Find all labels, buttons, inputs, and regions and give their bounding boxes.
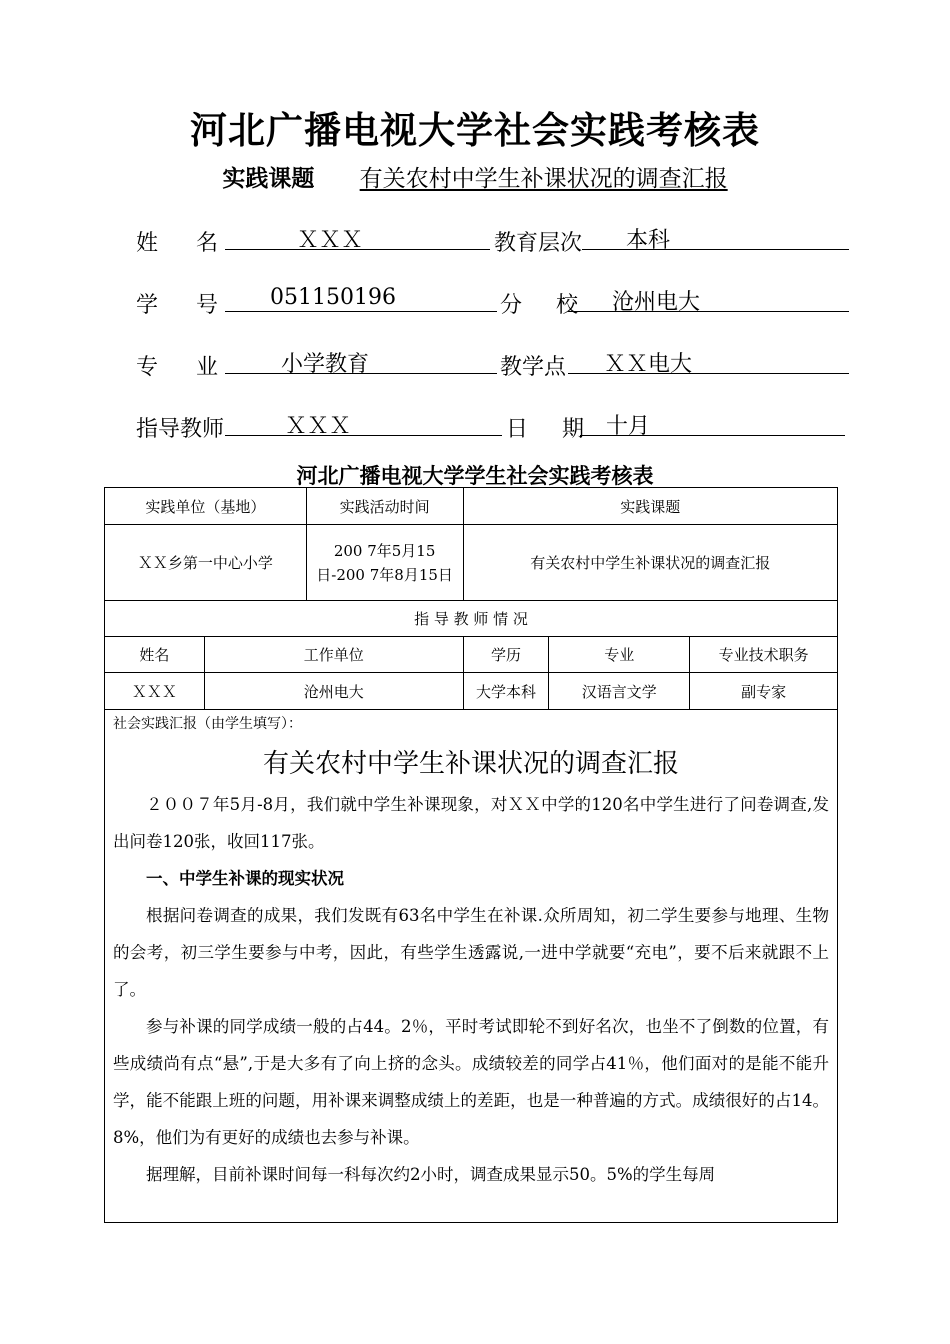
- branch-value: 沧州电大: [612, 290, 701, 315]
- level-value: 本科: [626, 228, 671, 253]
- header-topic: 实践课题: [463, 488, 837, 525]
- major-field: [225, 347, 497, 377]
- advisor-workplace: 沧州电大: [204, 673, 463, 710]
- teaching-point-field: [568, 347, 849, 377]
- advisor-value: ＸＸＸ: [285, 414, 352, 439]
- advisor-major: 汉语言文学: [549, 673, 690, 710]
- table-header-row: [105, 488, 838, 525]
- report-paragraph-3: 参与补课的同学成绩一般的占44。2％，平时考试即轮不到好名次，也坐不了倒数的位置，有些成绩尚有点“悬”,于是大多有了向上挤的念头。成绩较差的同学占41％，他们面对的是能不能升学，能不能跟上班的问题，用补课来调整成绩上的差距，也是一种普遍的方式。成绩很好的占14。8%，他们为有更好的成绩也去参与补课。: [113, 1017, 829, 1147]
- advisor-header-name: 姓名: [105, 637, 205, 673]
- topic-row: [0, 160, 950, 193]
- date-field: [580, 409, 845, 439]
- advisor-header-title: 专业技术职务: [690, 637, 838, 673]
- form-subtitle: 河北广播电视大学学生社会实践考核表: [296, 464, 654, 488]
- advisor-name: ＸＸＸ: [105, 673, 205, 710]
- report-section: [104, 709, 838, 1223]
- advisor-data-row: [105, 673, 838, 710]
- advisor-section-title: 指 导 教 师 情 况: [105, 601, 838, 637]
- advisor-field: [225, 409, 502, 439]
- advisor-section-row: [105, 601, 838, 637]
- report-paragraph-2: 根据问卷调查的成果，我们发既有63名中学生在补课.众所周知，初二学生要参与地理、生物的会考，初三学生要参与中考，因此，有些学生透露说,一进中学就要“充电”，要不后来就跟不上了。: [113, 906, 829, 999]
- report-paragraph-1: ２００７年5月-8月，我们就中学生补课现象，对ＸＸ中学的120名中学生进行了问卷调查,发出问卷120张，收回117张。: [113, 795, 829, 851]
- cell-unit: ＸＸ乡第一中心小学: [105, 525, 307, 601]
- advisor-header-row: [105, 637, 838, 673]
- date-value: 十月: [606, 414, 651, 439]
- advisor-header-major: 专业: [549, 637, 690, 673]
- header-time: 实践活动时间: [306, 488, 463, 525]
- advisor-title: 副专家: [690, 673, 838, 710]
- topic-label: 实践课题: [222, 166, 315, 192]
- report-label: 社会实践汇报（由学生填写）：: [113, 716, 302, 732]
- advisor-header-workplace: 工作单位: [204, 637, 463, 673]
- header-unit: 实践单位（基地）: [105, 488, 307, 525]
- teaching-point-label: 教学点: [500, 355, 567, 380]
- cell-topic: 有关农村中学生补课状况的调查汇报: [463, 525, 837, 601]
- name-label: 姓 名: [136, 231, 227, 256]
- report-paragraph-4: 据理解，目前补课时间每一科每次约2小时，调查成果显示50。5%的学生每周: [146, 1165, 716, 1184]
- report-title: 有关农村中学生补课状况的调查汇报: [262, 749, 679, 779]
- practice-table: [104, 487, 838, 710]
- student-id-field: [225, 285, 497, 312]
- level-field: [582, 223, 849, 253]
- advisor-header-education: 学历: [463, 637, 549, 673]
- cell-time: 200 7年5月15日-200 7年8月15日: [306, 525, 463, 601]
- level-label: 教育层次: [494, 231, 583, 256]
- report-section-heading-1: 一、中学生补课的现实状况: [146, 869, 344, 888]
- branch-field: [568, 285, 849, 315]
- name-field: [225, 223, 490, 253]
- name-value: ＸＸＸ: [297, 228, 364, 253]
- major-value: 小学教育: [281, 352, 370, 377]
- student-id-value: 051150196: [270, 285, 396, 310]
- major-label: 专 业: [136, 355, 227, 380]
- advisor-label: 指导教师: [136, 417, 225, 442]
- advisor-education: 大学本科: [463, 673, 549, 710]
- teaching-point-value: ＸＸ电大: [604, 352, 693, 377]
- student-id-label: 学 号: [136, 293, 227, 318]
- branch-label: 分 校: [500, 293, 585, 318]
- page-title: 河北广播电视大学社会实践考核表: [190, 109, 760, 152]
- topic-value: 有关农村中学生补课状况的调查汇报: [359, 166, 728, 192]
- date-label: 日 期: [506, 417, 591, 442]
- table-row: [105, 525, 838, 601]
